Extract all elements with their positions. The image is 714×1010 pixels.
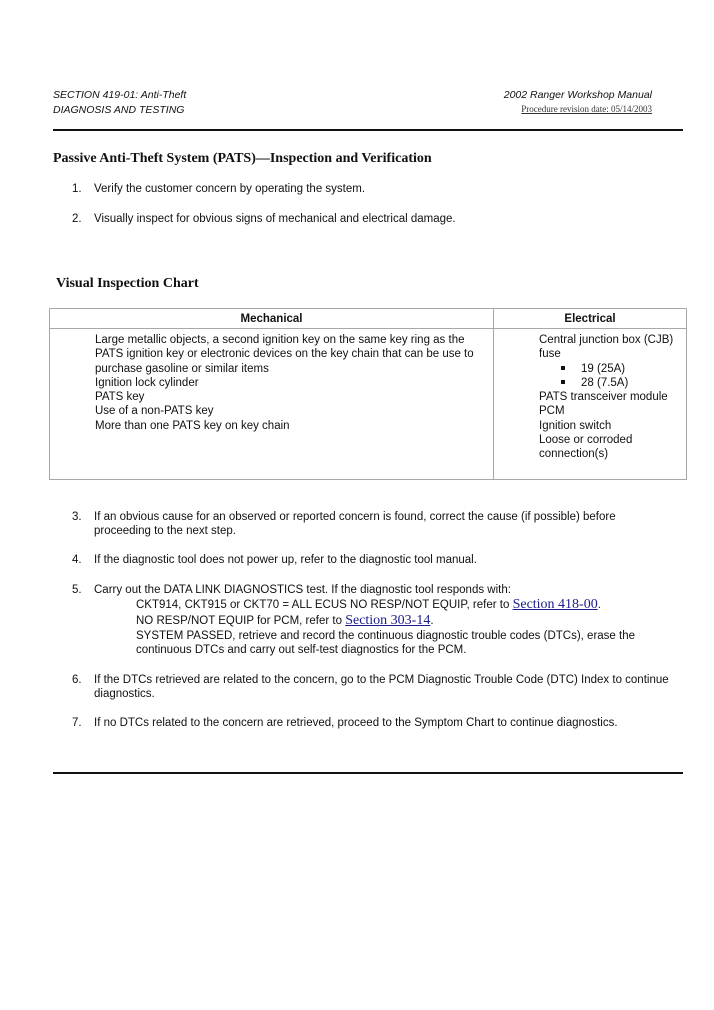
electrical-item: PCM	[539, 405, 565, 418]
sub-text-continued: continuous DTCs and carry out self-test diagnostics for the PCM.	[136, 644, 467, 656]
mechanical-item: Use of a non-PATS key	[95, 405, 214, 418]
electrical-item: Ignition switch	[539, 419, 612, 432]
fuse-bullet	[539, 362, 686, 376]
step-number: 4.	[72, 554, 82, 566]
mechanical-item: purchase gasoline or similar items	[95, 362, 269, 375]
header-mechanical: Mechanical	[50, 309, 494, 329]
sub-text: NO RESP/NOT EQUIP for PCM, refer to	[136, 615, 346, 627]
fuse-value: 28 (7.5A)	[581, 376, 629, 389]
step-text: If the diagnostic tool does not power up, refer to the diagnostic tool manual.	[94, 554, 477, 566]
table-header-row	[50, 309, 687, 329]
section-303-14-link[interactable]: Section 303-14	[345, 613, 431, 628]
mechanical-cell	[50, 329, 494, 480]
fuse-bullet	[539, 376, 686, 390]
page-title: Passive Anti-Theft System (PATS)—Inspection and Verification	[53, 151, 432, 166]
table-row	[50, 329, 687, 480]
step-text-continued: diagnostics.	[94, 688, 155, 700]
step-text-continued: proceeding to the next step.	[94, 525, 236, 537]
step-5-sub-3	[136, 629, 635, 657]
electrical-item: fuse	[539, 348, 561, 361]
header-manual-title: 2002 Ranger Workshop Manual	[503, 89, 652, 101]
step-number: 2.	[72, 213, 82, 225]
step-number: 1.	[72, 183, 82, 195]
step-5-sub-1	[136, 598, 601, 612]
header-section: SECTION 419-01: Anti-Theft	[53, 89, 187, 101]
step-number: 3.	[72, 511, 82, 523]
electrical-item: PATS transceiver module	[539, 391, 668, 404]
electrical-cell	[494, 329, 687, 480]
square-bullet-icon	[561, 380, 565, 384]
chart-title: Visual Inspection Chart	[56, 276, 199, 291]
square-bullet-icon	[561, 366, 565, 370]
mechanical-item: Ignition lock cylinder	[95, 376, 199, 389]
period: .	[430, 615, 434, 627]
step-text: If an obvious cause for an observed or reported concern is found, correct the cause (if possible) before	[94, 511, 616, 523]
step-number: 7.	[72, 717, 82, 729]
mechanical-item: PATS key	[95, 391, 145, 404]
header-subsection: DIAGNOSIS AND TESTING	[53, 104, 185, 116]
step-text: Verify the customer concern by operating the system.	[94, 183, 366, 195]
electrical-item: Loose or corroded	[539, 434, 633, 447]
mechanical-item: Large metallic objects, a second ignition key on the same key ring as the	[95, 334, 465, 346]
section-418-00-link[interactable]: Section 418-00	[512, 597, 598, 612]
bottom-divider	[53, 772, 683, 774]
fuse-value: 19 (25A)	[581, 362, 626, 375]
step-number: 6.	[72, 674, 82, 686]
electrical-item: Central junction box (CJB)	[539, 334, 674, 346]
top-divider	[53, 129, 683, 131]
step-text: If the DTCs retrieved are related to the concern, go to the PCM Diagnostic Trouble Code (DTC) Index to continue	[94, 674, 669, 686]
step-5-sub-2	[136, 614, 434, 628]
header-revision-date: Procedure revision date: 05/14/2003	[521, 104, 652, 114]
step-text: Visually inspect for obvious signs of mechanical and electrical damage.	[94, 213, 456, 225]
electrical-item: connection(s)	[539, 448, 609, 461]
header-electrical: Electrical	[494, 309, 687, 329]
mechanical-item: PATS ignition key or electronic devices on the key chain that can be use to	[95, 348, 474, 361]
step-number: 5.	[72, 584, 82, 596]
mechanical-item: More than one PATS key on key chain	[95, 419, 290, 432]
visual-inspection-table	[49, 308, 687, 480]
sub-text: SYSTEM PASSED, retrieve and record the continuous diagnostic trouble codes (DTCs), erase the	[136, 630, 635, 642]
step-text: Carry out the DATA LINK DIAGNOSTICS test. If the diagnostic tool responds with:	[94, 584, 511, 596]
sub-text: CKT914, CKT915 or CKT70 = ALL ECUS NO RESP/NOT EQUIP, refer to	[136, 599, 513, 611]
period: .	[597, 599, 601, 611]
step-text: If no DTCs related to the concern are retrieved, proceed to the Symptom Chart to continue diagnostics.	[94, 717, 618, 729]
